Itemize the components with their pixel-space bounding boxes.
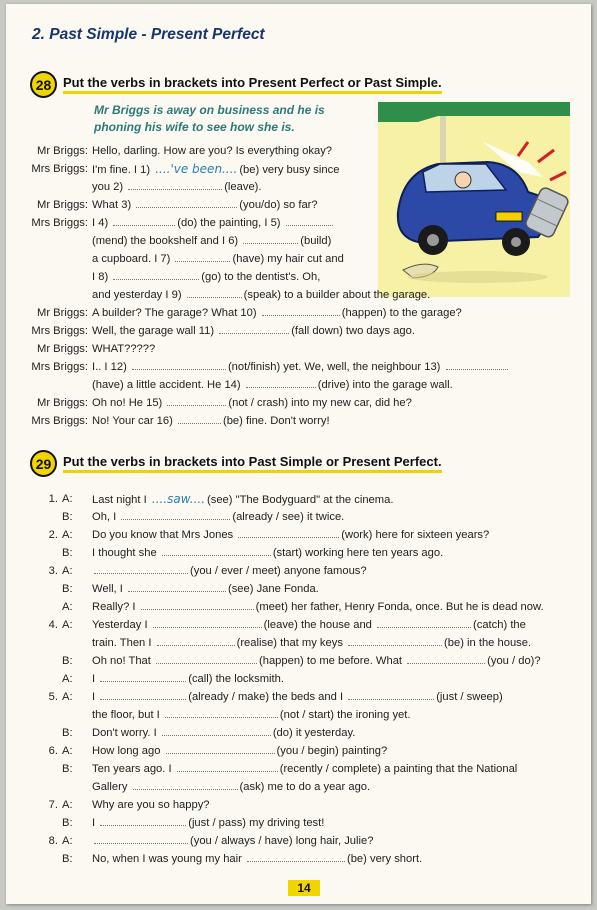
question-content (92, 814, 324, 832)
dialogue-content (92, 268, 320, 286)
question-content (92, 652, 541, 670)
sentence-text: Really? I (92, 601, 136, 613)
sentence-text: (recently / complete) a painting that the National (279, 763, 518, 775)
sentence-text: Well, I (92, 583, 123, 595)
speaker-label: B: (62, 817, 73, 829)
speaker-label: B: (62, 583, 73, 595)
speaker-label: Mrs Briggs: (31, 325, 88, 337)
question-line (32, 652, 582, 670)
question-content (92, 760, 517, 778)
dialogue-line (28, 250, 583, 268)
sentence-text: (not/finish) yet. We, well, the neighbour 13) (227, 361, 441, 373)
exercise-29-badge: 29 (30, 450, 57, 477)
sentence-text: (be) fine. Don't worry! (222, 415, 330, 427)
answer-blank[interactable] (94, 832, 188, 844)
sentence-text: (you / begin) painting? (276, 745, 388, 757)
dialogue-line (28, 142, 583, 160)
sentence-text: (work) here for sixteen years? (341, 529, 490, 541)
sentence-text: (meet) her father, Henry Fonda, once. But he is dead now. (255, 601, 544, 613)
sentence-text: Do you know that Mrs Jones (92, 529, 234, 541)
sentence-text: (realise) that my keys (236, 637, 343, 649)
sentence-text: (do) it yesterday. (272, 727, 356, 739)
sentence-text: (you / always / have) long hair, Julie? (190, 835, 374, 847)
answer-blank[interactable] (162, 544, 271, 556)
answer-blank[interactable] (167, 394, 226, 406)
question-content (92, 778, 370, 796)
question-line (32, 490, 582, 508)
sentence-text: I 8) (92, 271, 109, 283)
answer-blank[interactable] (100, 814, 186, 826)
question-line (32, 778, 582, 796)
speaker-label: Mr Briggs: (37, 343, 88, 355)
dialogue-line (28, 196, 583, 214)
answer-blank[interactable] (128, 178, 222, 190)
dialogue-line (28, 394, 583, 412)
answer-blank[interactable] (219, 322, 289, 334)
dialogue-content (92, 178, 262, 196)
exercise-29-questions (32, 490, 582, 868)
exercise-28-badge: 28 (30, 71, 57, 98)
sentence-text: (have) a little accident. He 14) (92, 379, 241, 391)
answer-blank[interactable] (166, 742, 275, 754)
filled-answer[interactable]: ....saw.... (151, 492, 206, 506)
dialogue-content (92, 142, 332, 160)
question-line (32, 616, 582, 634)
sentence-text: A builder? The garage? What 10) (92, 307, 257, 319)
sentence-text: (happen) to the garage? (341, 307, 462, 319)
answer-blank[interactable] (157, 634, 235, 646)
sentence-text: (see) Jane Fonda. (227, 583, 319, 595)
question-content (92, 634, 531, 652)
sentence-text: Oh no! That (92, 655, 151, 667)
sentence-text: (build) (300, 235, 332, 247)
speaker-label: Mrs Briggs: (31, 163, 88, 175)
question-number: 6. (48, 745, 58, 757)
answer-blank[interactable] (348, 688, 434, 700)
sentence-text: How long ago (92, 745, 161, 757)
question-line (32, 832, 582, 850)
question-content (92, 580, 319, 598)
answer-blank[interactable] (113, 268, 199, 280)
question-content (92, 544, 443, 562)
exercise-28-intro: Mr Briggs is away on business and he is phoning his wife to see how she is. (94, 103, 325, 134)
answer-blank[interactable] (156, 652, 257, 664)
question-content (92, 724, 355, 742)
sentence-text: (have) my hair cut and (232, 253, 344, 265)
question-content (92, 508, 344, 526)
dialogue-line (28, 376, 583, 394)
dialogue-content (92, 214, 335, 232)
dialogue-line (28, 286, 583, 304)
answer-blank[interactable] (407, 652, 485, 664)
answer-blank[interactable] (446, 358, 508, 370)
question-number: 4. (48, 619, 58, 631)
exercise-29-title (30, 450, 442, 477)
dialogue-content (92, 376, 453, 394)
question-line (32, 508, 582, 526)
sentence-text: I'm fine. I 1) (92, 164, 151, 176)
dialogue-line (28, 322, 583, 340)
answer-blank[interactable] (133, 778, 238, 790)
speaker-label: A: (62, 673, 73, 685)
sentence-text: Oh no! He 15) (92, 397, 163, 409)
answer-blank[interactable] (165, 706, 278, 718)
speaker-label: A: (62, 565, 73, 577)
question-content (92, 688, 503, 706)
question-line (32, 580, 582, 598)
dialogue-line (28, 304, 583, 322)
workbook-page (6, 4, 591, 904)
sentence-text: (fall down) two days ago. (291, 325, 415, 337)
sentence-text: (leave) the house and (263, 619, 372, 631)
question-content (92, 616, 526, 634)
sentence-text: (ask) me to do a year ago. (239, 781, 371, 793)
sentence-text: (happen) to me before. What (259, 655, 403, 667)
speaker-label: A: (62, 493, 73, 505)
sentence-text: Yesterday I (92, 619, 148, 631)
question-line (32, 706, 582, 724)
question-line (32, 760, 582, 778)
answer-blank[interactable] (348, 634, 442, 646)
sentence-text: Ten years ago. I (92, 763, 172, 775)
sentence-text: Hello, darling. How are you? Is everything okay? (92, 145, 333, 157)
question-number: 5. (48, 691, 58, 703)
speaker-label: Mr Briggs: (37, 199, 88, 211)
dialogue-line (28, 160, 583, 178)
sentence-text: train. Then I (92, 637, 152, 649)
answer-blank[interactable] (136, 196, 237, 208)
speaker-label: A: (62, 799, 73, 811)
sentence-text: WHAT????? (92, 343, 156, 355)
answer-blank[interactable] (94, 562, 188, 574)
dialogue-line (28, 214, 583, 232)
speaker-label: B: (62, 547, 73, 559)
sentence-text: (already / make) the beds and I (188, 691, 344, 703)
sentence-text: and yesterday I 9) (92, 289, 182, 301)
dialogue-content (92, 394, 412, 412)
answer-blank[interactable] (141, 598, 254, 610)
speaker-label: Mrs Briggs: (31, 361, 88, 373)
question-line (32, 544, 582, 562)
sentence-text: (already / see) it twice. (232, 511, 345, 523)
speaker-label: B: (62, 763, 73, 775)
sentence-text: (be) very busy since (239, 164, 340, 176)
sentence-text: What 3) (92, 199, 132, 211)
question-line (32, 724, 582, 742)
question-line (32, 742, 582, 760)
sentence-text: No! Your car 16) (92, 415, 173, 427)
question-number: 2. (48, 529, 58, 541)
sentence-text: I.. I 12) (92, 361, 127, 373)
speaker-label: A: (62, 745, 73, 757)
sentence-text: (drive) into the garage wall. (317, 379, 453, 391)
sentence-text: (not / crash) into my new car, did he? (228, 397, 412, 409)
dialogue-line (28, 412, 583, 430)
question-content (92, 850, 422, 868)
question-line (32, 562, 582, 580)
dialogue-content (92, 286, 430, 304)
speaker-label: A: (62, 691, 73, 703)
question-content (92, 490, 393, 509)
sentence-text: (do) the painting, I 5) (177, 217, 281, 229)
sentence-text: I (92, 817, 96, 829)
sentence-text: No, when I was young my hair (92, 853, 242, 865)
speaker-label: B: (62, 727, 73, 739)
dialogue-line (28, 178, 583, 196)
sentence-text: Well, the garage wall 11) (92, 325, 215, 337)
question-number: 8. (48, 835, 58, 847)
dialogue-content (92, 196, 318, 214)
question-number: 7. (48, 799, 58, 811)
speaker-label: B: (62, 511, 73, 523)
sentence-text: (you / do)? (487, 655, 541, 667)
sentence-text: I (92, 673, 96, 685)
sentence-text: (you / ever / meet) anyone famous? (190, 565, 367, 577)
answer-blank[interactable] (177, 760, 278, 772)
dialogue-line (28, 340, 583, 358)
answer-blank[interactable] (113, 214, 175, 226)
sentence-text: (catch) the (473, 619, 526, 631)
exercise-29-instruction: Put the verbs in brackets into Past Simple or Present Perfect. (63, 454, 442, 473)
sentence-text: (just / pass) my driving test! (188, 817, 325, 829)
sentence-text: (leave). (224, 181, 262, 193)
answer-blank[interactable] (100, 670, 186, 682)
answer-blank[interactable] (121, 508, 230, 520)
answer-blank[interactable] (377, 616, 471, 628)
question-line (32, 850, 582, 868)
sentence-text: I 4) (92, 217, 109, 229)
sentence-text: (speak) to a builder about the garage. (243, 289, 431, 301)
sentence-text: Last night I (92, 494, 147, 506)
question-content (92, 598, 544, 616)
dialogue-content (92, 250, 344, 268)
sentence-text: Don't worry. I (92, 727, 157, 739)
answer-blank[interactable] (286, 214, 333, 226)
sentence-text: (go) to the dentist's. Oh, (201, 271, 321, 283)
speaker-label: Mrs Briggs: (31, 217, 88, 229)
filled-answer[interactable]: ....'ve been.... (155, 162, 238, 176)
question-content (92, 742, 387, 760)
dialogue-content (92, 160, 339, 179)
dialogue-line (28, 268, 583, 286)
sentence-text: (you/do) so far? (239, 199, 318, 211)
sentence-text: you 2) (92, 181, 124, 193)
sentence-text: (see) "The Bodyguard" at the cinema. (207, 494, 394, 506)
answer-blank[interactable] (178, 412, 221, 424)
answer-blank[interactable] (262, 304, 340, 316)
exercise-28-dialogue (28, 142, 583, 430)
sentence-text: Oh, I (92, 511, 117, 523)
sentence-text: (just / sweep) (436, 691, 503, 703)
sentence-text: Why are you so happy? (92, 799, 210, 811)
speaker-label: A: (62, 619, 73, 631)
dialogue-content (92, 358, 510, 376)
dialogue-line (28, 358, 583, 376)
answer-blank[interactable] (153, 616, 262, 628)
question-number: 1. (48, 493, 58, 505)
question-line (32, 670, 582, 688)
question-content (92, 562, 367, 580)
answer-blank[interactable] (162, 724, 271, 736)
answer-blank[interactable] (128, 580, 226, 592)
speaker-label: Mrs Briggs: (31, 415, 88, 427)
question-content (92, 526, 489, 544)
section-header: 2. Past Simple - Present Perfect (32, 26, 265, 43)
sentence-text: I (92, 691, 96, 703)
question-content (92, 796, 210, 814)
dialogue-content (92, 322, 415, 340)
speaker-label: A: (62, 835, 73, 847)
question-content (92, 706, 411, 724)
question-line (32, 598, 582, 616)
answer-blank[interactable] (247, 850, 345, 862)
answer-blank[interactable] (187, 286, 242, 298)
question-line (32, 814, 582, 832)
speaker-label: A: (62, 601, 73, 613)
sentence-text: Gallery (92, 781, 128, 793)
speaker-label: B: (62, 853, 73, 865)
question-number: 3. (48, 565, 58, 577)
question-line (32, 526, 582, 544)
sentence-text: (be) very short. (346, 853, 423, 865)
exercise-28-title (30, 71, 442, 98)
question-line (32, 796, 582, 814)
dialogue-content (92, 412, 330, 430)
answer-blank[interactable] (246, 376, 316, 388)
answer-blank[interactable] (238, 526, 339, 538)
dialogue-content (92, 304, 462, 322)
answer-blank[interactable] (175, 250, 230, 262)
question-line (32, 688, 582, 706)
sentence-text: (call) the locksmith. (188, 673, 284, 685)
speaker-label: A: (62, 529, 73, 541)
speaker-label: Mr Briggs: (37, 397, 88, 409)
sentence-text: (be) in the house. (444, 637, 532, 649)
answer-blank[interactable] (100, 688, 186, 700)
sentence-text: (mend) the bookshelf and I 6) (92, 235, 239, 247)
answer-blank[interactable] (243, 232, 298, 244)
sentence-text: I thought she (92, 547, 157, 559)
sentence-text: (not / start) the ironing yet. (279, 709, 411, 721)
sentence-text: a cupboard. I 7) (92, 253, 171, 265)
sentence-text: the floor, but I (92, 709, 160, 721)
dialogue-content (92, 232, 331, 250)
dialogue-line (28, 232, 583, 250)
speaker-label: Mr Briggs: (37, 145, 88, 157)
speaker-label: Mr Briggs: (37, 307, 88, 319)
question-content (92, 670, 284, 688)
question-content (92, 832, 373, 850)
question-line (32, 634, 582, 652)
page-number: 14 (288, 880, 320, 896)
dialogue-content (92, 340, 155, 358)
speaker-label: B: (62, 655, 73, 667)
sentence-text: (start) working here ten years ago. (272, 547, 444, 559)
exercise-28-instruction: Put the verbs in brackets into Present Perfect or Past Simple. (63, 75, 442, 94)
answer-blank[interactable] (132, 358, 226, 370)
